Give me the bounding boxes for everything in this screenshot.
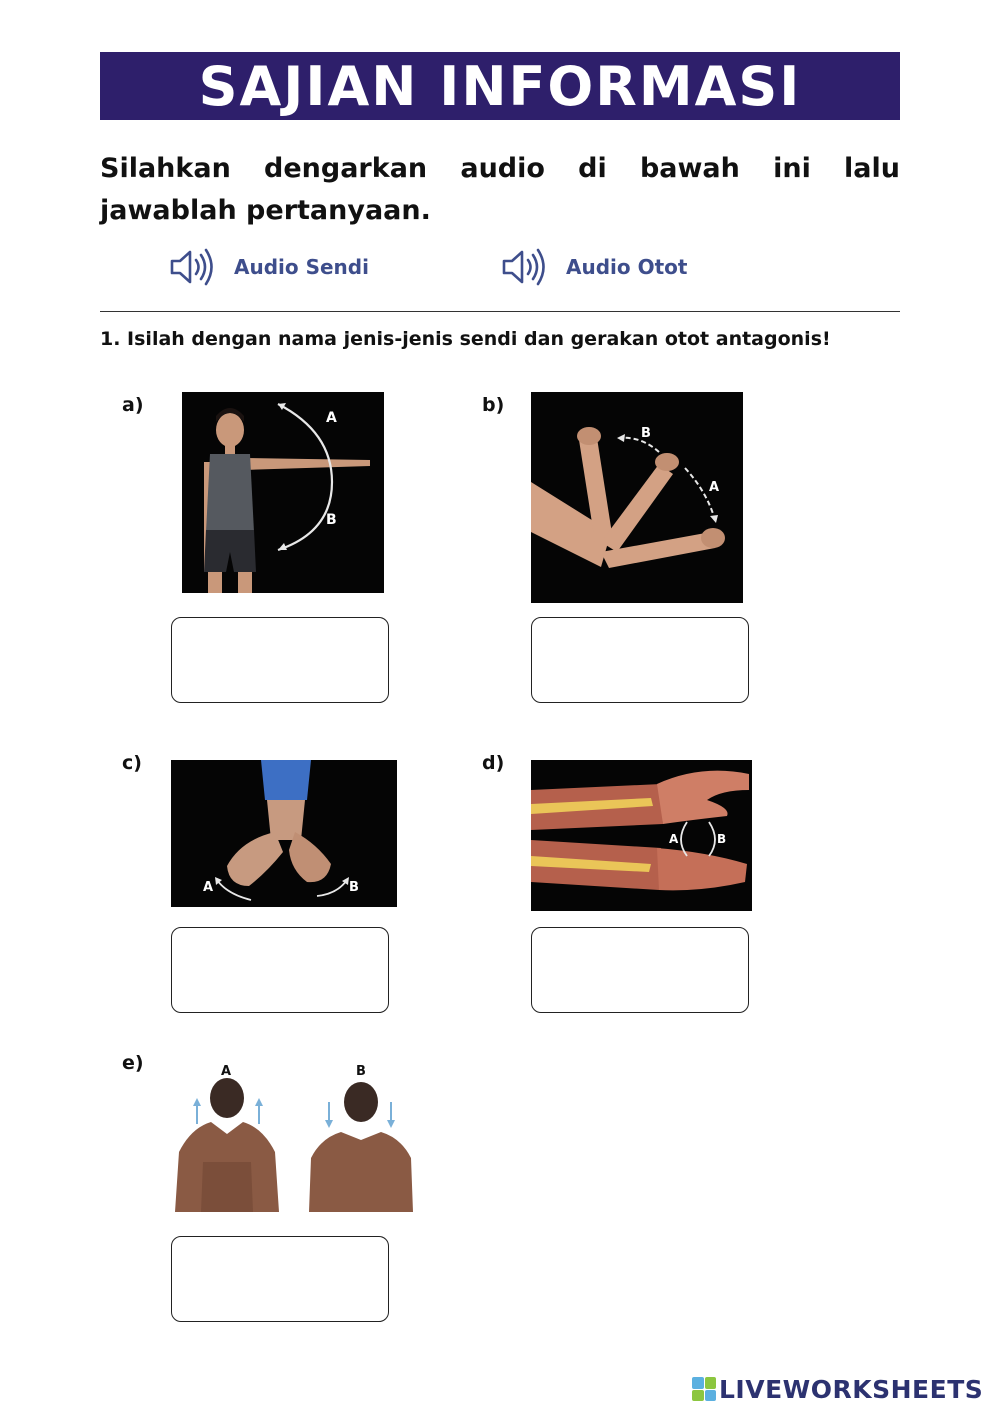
ankle-joint-image [171,760,397,907]
logo-grid-icon [692,1377,716,1401]
answer-box-b[interactable] [531,617,749,703]
liveworksheets-logo [692,1374,983,1404]
question-text: 1. Isilah dengan nama jenis-jenis sendi dan gerakan otot antagonis! [100,328,831,350]
arrow-label-a: A [669,832,679,846]
arrow-label-a: A [221,1064,232,1079]
arrow-label-b: B [349,880,359,895]
answer-box-c[interactable] [171,927,389,1013]
answer-box-e[interactable] [171,1236,389,1322]
elbow-joint-image [531,392,743,603]
item-e-label: e) [122,1052,144,1074]
page-title: SAJIAN INFORMASI [100,52,900,120]
audio-otot-label[interactable]: Audio Otot [566,255,688,279]
audio-otot-button[interactable] [500,245,687,289]
speaker-icon[interactable] [168,247,216,287]
forearm-joint-image [531,760,752,911]
instruction-text: Silahkan dengarkan audio di bawah ini lalu jawablah pertanyaan. [100,153,900,226]
brand-name: LIVEWORKSHEETS [719,1374,984,1404]
arrow-label-b: B [717,832,727,846]
speaker-icon[interactable] [500,247,548,287]
arrow-label-a: A [203,880,214,895]
arrow-label-a: A [326,410,337,426]
divider [100,311,900,312]
answer-box-d[interactable] [531,927,749,1013]
arrow-label-b: B [356,1064,366,1079]
arrow-label-b: B [326,512,337,528]
item-d-label: d) [482,752,505,774]
answer-box-a[interactable] [171,617,389,703]
audio-sendi-button[interactable] [168,245,369,289]
arrow-label-a: A [709,480,720,495]
item-b-label: b) [482,394,505,416]
audio-sendi-label[interactable]: Audio Sendi [234,255,369,279]
item-a-label: a) [122,394,144,416]
item-c-label: c) [122,752,142,774]
shoulder-joint-image [182,392,384,593]
shoulder-girdle-image [171,1062,427,1212]
arrow-label-b: B [641,426,651,441]
